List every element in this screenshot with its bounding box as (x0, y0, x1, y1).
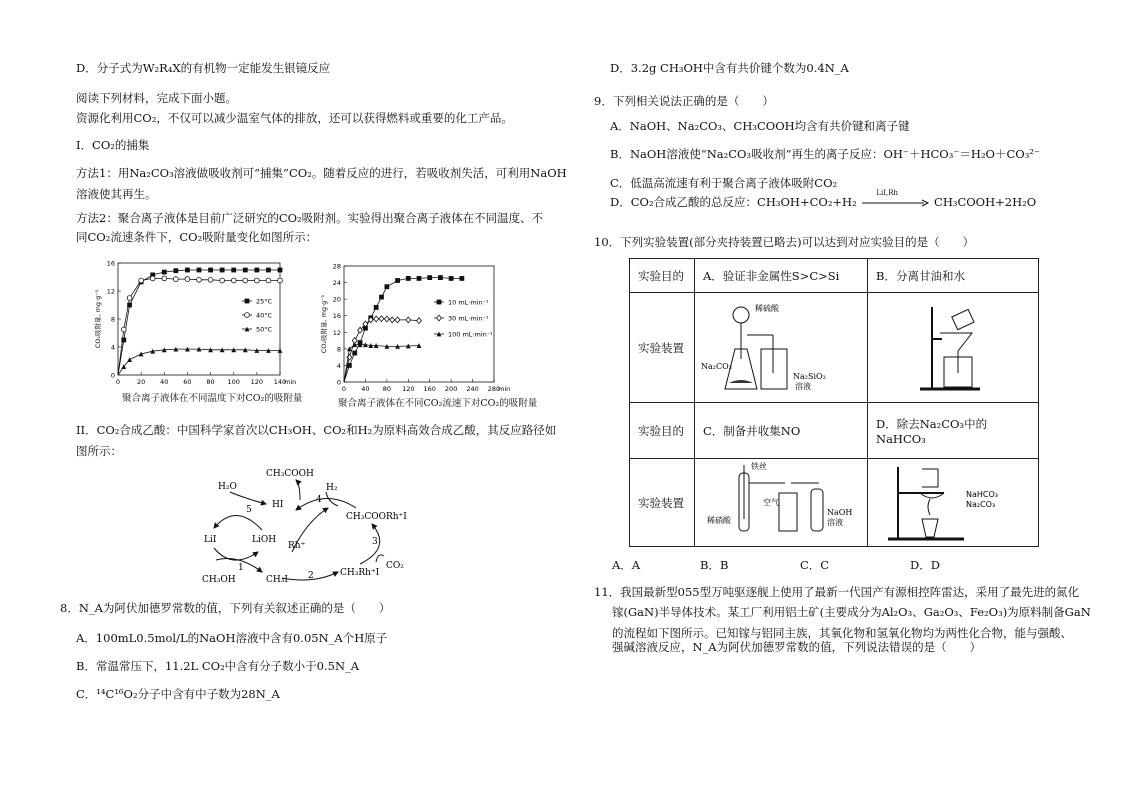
legend-label: 50°C (256, 325, 273, 334)
chart-temperature (92, 255, 310, 405)
series-line (118, 349, 280, 375)
legend-label: 10 mL·min⁻¹ (448, 298, 489, 307)
data-point (121, 327, 126, 332)
x-tick-label: 200 (444, 385, 458, 393)
q7-option-d: D．分子式为W₂R₄X的有机物一定能发生银镜反应 (76, 61, 331, 75)
data-point (208, 277, 213, 282)
x-unit-label: min (284, 378, 297, 386)
data-point (384, 284, 389, 289)
cycle-label-ch3i: CH₃I (266, 575, 288, 585)
legend-label: 30 mL·min⁻¹ (448, 314, 489, 323)
y-tick-label: 20 (332, 295, 341, 304)
goal-c: C．制备并收集NO (695, 403, 868, 459)
x-tick-label: 280 (487, 385, 501, 393)
device-c (695, 459, 868, 547)
series-line (118, 270, 280, 375)
data-point (254, 278, 259, 283)
data-point (427, 275, 432, 280)
y-tick-label: 24 (332, 279, 341, 288)
cycle-step-2: 2 (308, 571, 314, 581)
goal-b: B．分离甘油和水 (868, 259, 1039, 293)
series-1 (344, 316, 421, 382)
chart-flowrate (318, 262, 518, 400)
cycle-label-ch3oh: CH₃OH (202, 575, 236, 585)
data-point (254, 268, 259, 273)
series-2 (344, 342, 421, 382)
data-point (406, 276, 411, 281)
legend-label: 100 mL·min⁻¹ (448, 330, 493, 339)
data-point (374, 316, 379, 322)
data-point (231, 268, 236, 273)
q9d-reactants: D．CO₂合成乙酸的总反应：CH₃OH+CO₂+H₂ (610, 195, 857, 209)
device-d (868, 459, 1039, 547)
cycle-step-3: 3 (372, 537, 378, 547)
cycle-label-rh: Rh⁺ (288, 541, 306, 551)
q8-option-d: D．3.2g CH₃OH中含有共价键个数为0.4N_A (610, 61, 849, 75)
legend-marker (245, 313, 250, 318)
catalyst-label: LiI,Rh (876, 189, 899, 197)
x-tick-label: 140 (273, 378, 287, 386)
data-point (162, 270, 167, 275)
x-tick-label: 120 (402, 385, 415, 393)
data-point (162, 276, 167, 281)
series-0 (118, 268, 282, 375)
x-tick-label: 80 (206, 378, 215, 386)
y-tick-label: 16 (332, 312, 341, 321)
data-point (374, 305, 379, 310)
y-tick-label: 28 (332, 262, 341, 271)
data-point (150, 276, 155, 281)
material-text: 资源化利用CO₂，不仅可以减少温室气体的排放，还可以获得燃料或重要的化工产品。 (76, 111, 513, 125)
data-point (390, 317, 395, 323)
q9-option-c: C．低温高流速有利于聚合离子液体吸附CO₂ (610, 176, 838, 190)
data-point (395, 278, 400, 283)
x-tick-label: 40 (160, 378, 169, 386)
data-point (127, 357, 132, 362)
data-point (406, 317, 411, 323)
method1-line1: 方法1：用Na₂CO₃溶液做吸收剂可“捕集”CO₂。随着反应的进行，若吸收剂失活，可利用NaOH (76, 166, 567, 180)
legend-marker (245, 299, 250, 304)
x-tick-label: 40 (361, 385, 370, 393)
q11-line2: 镓(GaN)半导体技术。某工厂利用铝土矿(主要成分为Al₂O₃、Ga₂O₃、Fe₂O₃)为原料制备GaN (612, 605, 1091, 619)
series-line (344, 345, 419, 382)
data-point (139, 352, 144, 357)
cycle-label-ch3cooh: CH₃COOH (266, 469, 314, 479)
label-solution-a: 溶液 (795, 382, 811, 391)
series-0 (344, 275, 464, 382)
y-tick-label: 0 (110, 371, 115, 380)
data-point (231, 278, 236, 283)
data-point (173, 277, 178, 282)
experiment-table (629, 258, 1039, 547)
data-point (278, 268, 283, 273)
label-air: 空气 (763, 498, 779, 507)
q9-option-a: A．NaOH、Na₂CO₃、CH₃COOH均含有共价键和离子键 (610, 119, 910, 133)
cycle-label-h2o: H₂O (218, 482, 237, 492)
legend-marker (437, 315, 442, 321)
chart1-caption: 聚合离子液体在不同温度下对CO₂的吸附量 (122, 393, 303, 404)
section-2-line2: 图所示： (76, 444, 122, 458)
label-iron-wire: 铁丝 (751, 462, 767, 471)
q10-option-c: C．C (800, 558, 830, 572)
method2-line2: 同CO₂流速条件下，CO₂吸附量变化如图所示： (76, 230, 318, 244)
row-goal-label-2: 实验目的 (630, 403, 695, 459)
x-tick-label: 240 (466, 385, 479, 393)
y-tick-label: 8 (336, 345, 341, 354)
data-point (127, 296, 132, 301)
data-point (278, 278, 283, 283)
data-point (220, 278, 225, 283)
data-point (384, 316, 389, 322)
q11-line4: 强碱溶液反应，N_A为阿伏加德罗常数的值，下列说法错误的是（ ） (612, 640, 982, 654)
data-point (379, 316, 384, 322)
cycle-step-1: 1 (238, 563, 244, 573)
cycle-step-4: 4 (316, 495, 322, 505)
q11-line1: 11．我国最新型055型万吨驱逐舰上使用了最新一代国产有源相控阵雷达，采用了最先进的氮化 (594, 585, 1080, 599)
label-naoh: NaOH (827, 508, 853, 517)
y-axis-label: CO₂吸附量, mg·g⁻¹ (94, 289, 102, 349)
data-point (379, 295, 384, 300)
x-tick-label: 100 (227, 378, 240, 386)
data-point (243, 268, 248, 273)
goal-a: A．验证非金属性S>C>Si (695, 259, 868, 293)
data-point (459, 276, 464, 281)
x-unit-label: min (498, 385, 511, 393)
label-na2sio3: Na₂SiO₃ (793, 372, 826, 381)
x-tick-label: 0 (115, 378, 121, 386)
y-tick-label: 12 (106, 287, 115, 296)
label-dilute-hno3: 稀硝酸 (707, 516, 731, 525)
q9-option-b: B．NaOH溶液使“Na₂CO₃吸收剂”再生的离子反应：OH⁻＋HCO₃⁻＝H₂O＋CO₃²⁻ (610, 147, 1040, 161)
label-h2so4: 稀硫酸 (755, 304, 779, 313)
q9-option-d (610, 189, 1037, 210)
method2-line1: 方法2：聚合离子液体是目前广泛研究的CO₂吸附剂。实验得出聚合离子液体在不同温度、不 (76, 211, 544, 225)
data-point (197, 268, 202, 273)
data-point (243, 278, 248, 283)
x-tick-label: 80 (382, 385, 391, 393)
series-line (344, 319, 419, 382)
data-point (417, 276, 422, 281)
y-tick-label: 4 (336, 361, 341, 370)
data-point (438, 275, 443, 280)
q8-option-a: A．100mL0.5mol/L的NaOH溶液中含有0.05N_A个H原子 (76, 631, 388, 645)
cycle-step-5: 5 (246, 505, 252, 515)
reaction-arrow (860, 189, 930, 208)
q10-stem: 10．下列实验装置(部分夹持装置已略去)可以达到对应实验目的是（ ） (594, 235, 975, 249)
section-1-title: I．CO₂的捕集 (76, 138, 150, 152)
device-b (868, 293, 1039, 403)
x-tick-label: 20 (137, 378, 146, 386)
data-point (417, 318, 422, 324)
legend-marker (437, 300, 442, 305)
cycle-label-co2: CO₂ (386, 561, 404, 571)
goal-d: D．除去Na₂CO₃中的NaHCO₃ (868, 403, 1039, 459)
row-device-label-2: 实验装置 (630, 459, 695, 547)
data-point (173, 268, 178, 273)
device-a (695, 293, 868, 403)
q10-option-a: A．A (612, 558, 641, 572)
q9d-products: CH₃COOH+2H₂O (934, 195, 1037, 209)
x-tick-label: 160 (423, 385, 436, 393)
q8-option-b: B．常温常压下，11.2L CO₂中含有分子数小于0.5N_A (76, 659, 360, 673)
cycle-label-lii: LiI (204, 535, 217, 545)
cycle-label-h2: H₂ (326, 483, 338, 493)
data-point (185, 268, 190, 273)
reaction-cycle-diagram (196, 462, 426, 590)
y-tick-label: 8 (110, 315, 115, 324)
y-tick-label: 4 (110, 343, 115, 352)
series-2 (118, 347, 282, 375)
q11-line3: 的流程如下图所示。已知镓与铝同主族，其氧化物和氢氧化物均为两性化合物，能与强酸、 (612, 626, 1072, 640)
q9-stem: 9．下列相关说法正确的是（ ） (594, 94, 774, 108)
data-point (266, 268, 271, 273)
y-tick-label: 16 (106, 259, 115, 268)
label-na2co3: Na₂CO₃ (701, 362, 732, 371)
data-point (449, 276, 454, 281)
cycle-label-ch3rhi: CH₃Rh⁺I (340, 568, 380, 578)
data-point (208, 268, 213, 273)
data-point (395, 317, 400, 323)
x-tick-label: 0 (341, 385, 347, 393)
data-point (185, 277, 190, 282)
cycle-label-ch3coorh: CH₃COORh⁺I (346, 512, 407, 522)
y-tick-label: 0 (336, 378, 341, 387)
method1-line2: 溶液使其再生。 (76, 187, 157, 201)
y-axis-label: CO₂吸附量, mg·g⁻¹ (320, 294, 328, 354)
label-solution-c: 溶液 (827, 518, 843, 527)
label-nahco3: NaHCO₃ (966, 490, 998, 499)
row-goal-label-1: 实验目的 (630, 259, 695, 293)
x-tick-label: 120 (250, 378, 264, 386)
q8-stem: 8．N_A为阿伏加德罗常数的值，下列有关叙述正确的是（ ） (60, 601, 391, 615)
legend-label: 40°C (256, 311, 273, 320)
data-point (220, 268, 225, 273)
data-point (352, 351, 357, 356)
cycle-label-lioh: LiOH (252, 535, 277, 545)
legend-label: 25°C (256, 297, 273, 306)
section-2-line1: II．CO₂合成乙酸：中国科学家首次以CH₃OH、CO₂和H₂为原料高效合成乙酸，其反应路径如 (76, 423, 557, 437)
q10-option-b: B．B (700, 558, 729, 572)
q10-option-d: D．D (910, 558, 940, 572)
data-point (139, 278, 144, 283)
cycle-label-hi: HI (272, 500, 284, 510)
y-tick-label: 12 (332, 328, 341, 337)
x-tick-label: 60 (183, 378, 192, 386)
q8-option-c: C．¹⁴C¹⁶O₂分子中含有中子数为28N_A (76, 687, 280, 701)
data-point (197, 277, 202, 282)
row-device-label-1: 实验装置 (630, 293, 695, 403)
chart2-caption: 聚合离子液体在不同CO₂流速下对CO₂的吸附量 (338, 398, 538, 409)
data-point (266, 278, 271, 283)
label-na2co3-d: Na₂CO₃ (966, 500, 996, 509)
reading-intro: 阅读下列材料，完成下面小题。 (76, 91, 237, 105)
